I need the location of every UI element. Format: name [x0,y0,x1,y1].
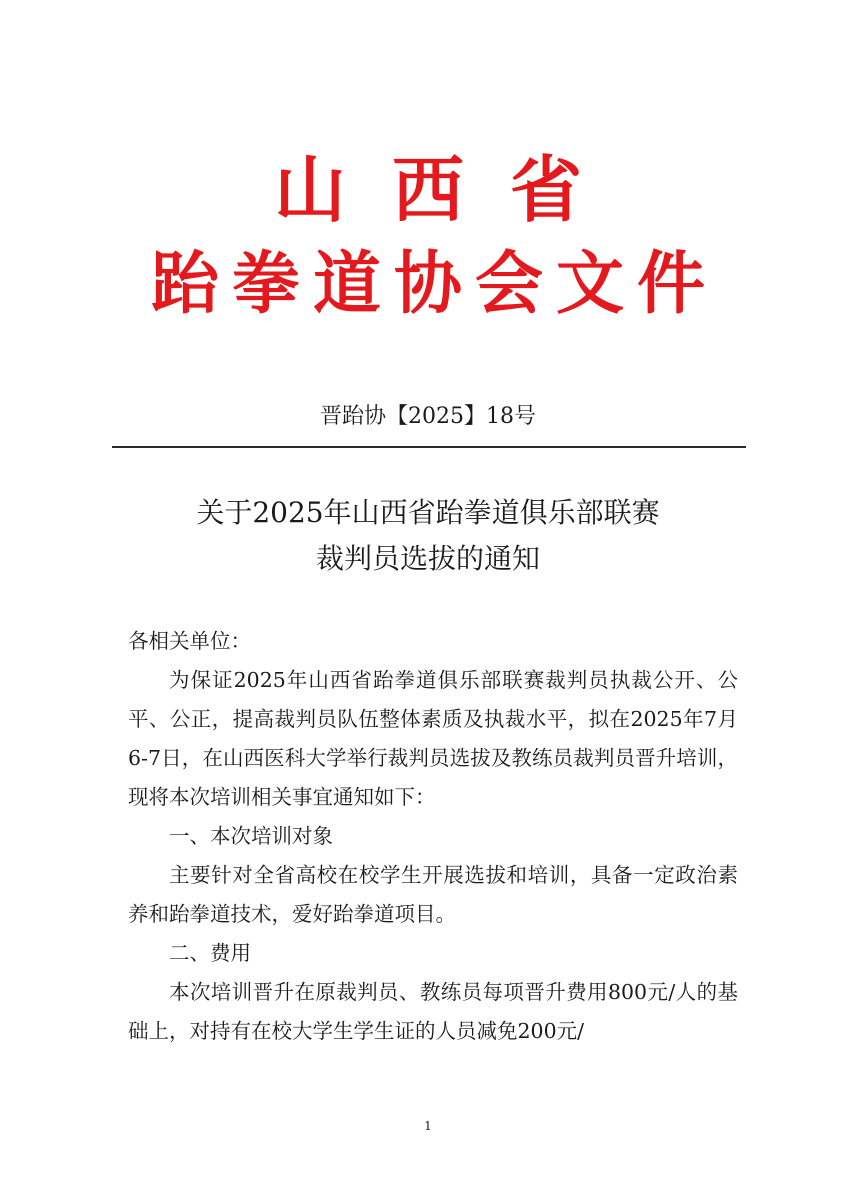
section1-paragraph: 主要针对全省高校在校学生开展选拔和培训，具备一定政治素养和跆拳道技术，爱好跆拳道项目。 [128,863,738,926]
document-title-line1: 关于2025年山西省跆拳道俱乐部联赛 [196,496,660,529]
section1-heading: 一、本次培训对象 [169,824,333,848]
document-body [128,622,738,1051]
header-divider [112,446,746,448]
document-title [0,490,856,582]
document-header-province: 山西省 [273,148,628,232]
document-header-issuer: 跆拳道协会文件 [150,245,718,324]
section2-paragraph: 本次培训晋升在原裁判员、教练员每项晋升费用800元/人的基础上，对持有在校大学生学生证的人员减免200元/ [128,980,738,1043]
document-title-line2: 裁判员选拔的通知 [315,542,540,575]
document-number: 晋跆协【2025】18号 [320,404,536,429]
page-number: 1 [424,1119,432,1133]
intro-paragraph: 为保证2025年山西省跆拳道俱乐部联赛裁判员执裁公开、公平、公正，提高裁判员队伍整体素质及执裁水平，拟在2025年7月6-7日，在山西医科大学举行裁判员选拔及教练员裁判员晋升培训，现将本次培训相关事宜通知如下： [128,668,738,809]
section2-heading: 二、费用 [169,941,251,965]
salutation: 各相关单位： [128,629,251,653]
